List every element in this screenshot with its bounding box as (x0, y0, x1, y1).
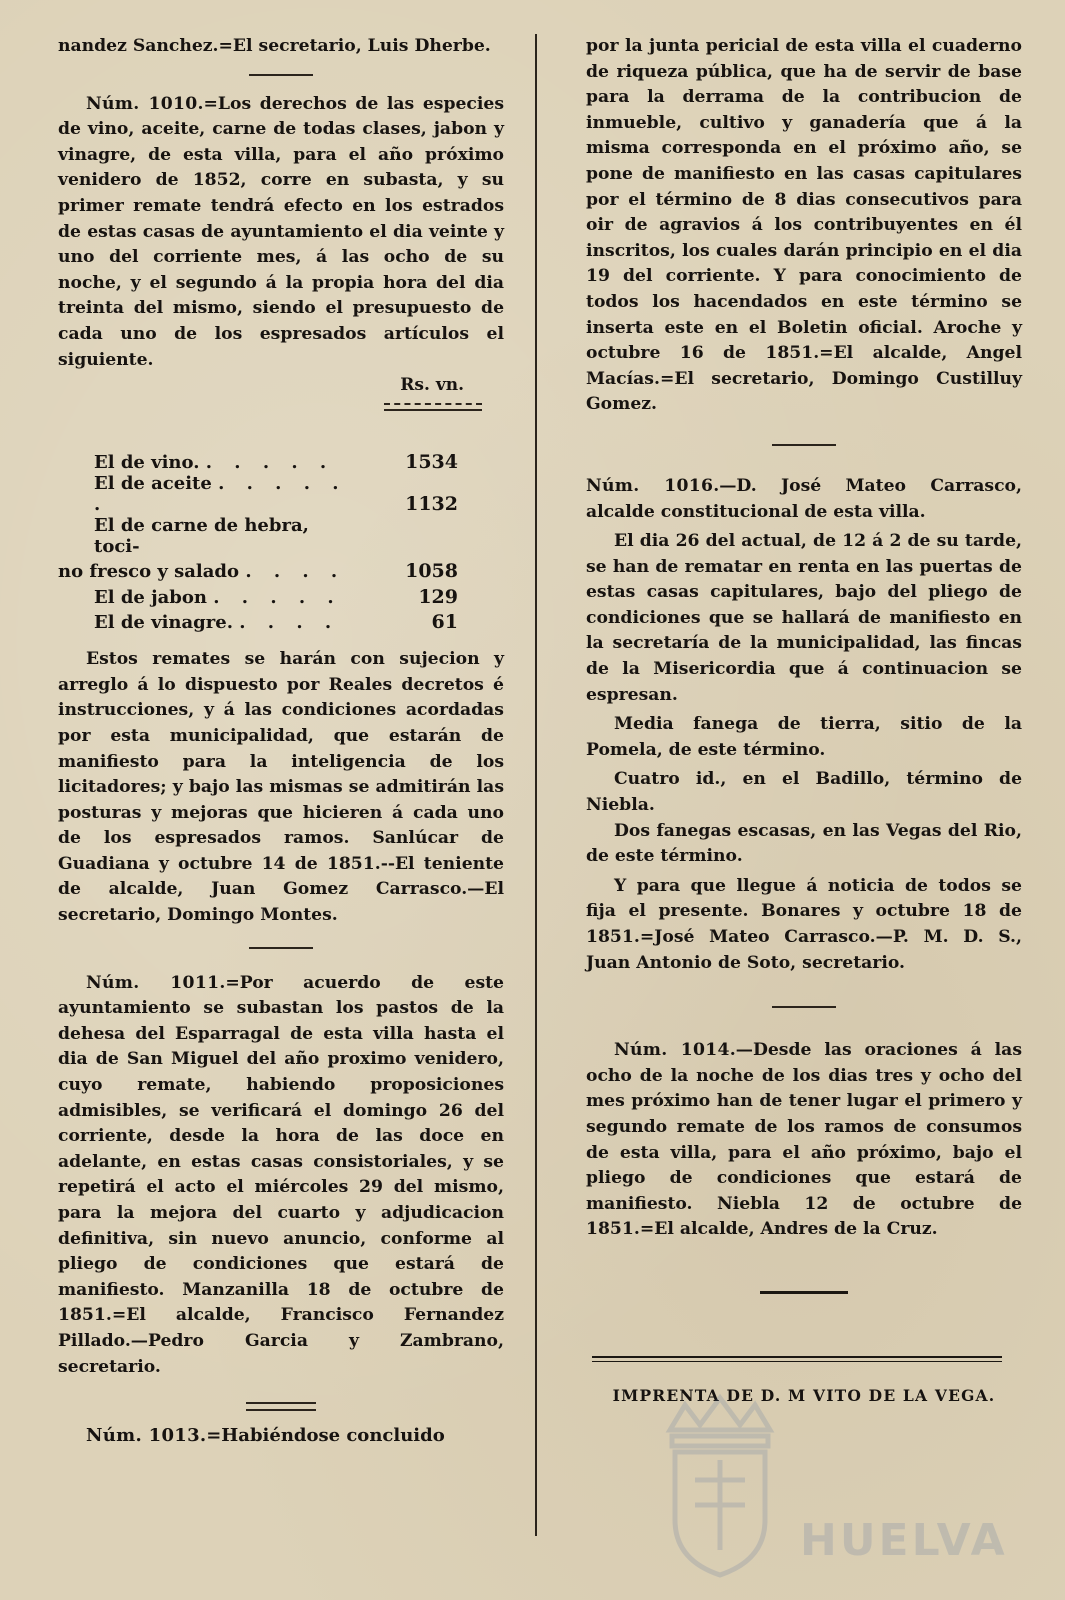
rate-label: El de vinagre. . . . . (94, 612, 340, 634)
notice-1013-continued: por la junta pericial de esta villa el cuaderno de riqueza pública, que ha de servir de base para la derrama de la contribucion de inmueble, cultivo y ganadería que á la misma corresponda en el próximo año, se pone de manifiesto en las casas capitulares por el término de 8 dias consecutivos para oir de agravios á los contribuyentes en él inscritos, los cuales darán principio en el dia 19 del corriente. Y para conocimiento de todos los hacendados en este término se inserta este en el Boletin oficial. Aroche y octubre 16 de 1851.=El alcalde, Angel Macías.=El secretario, Domingo Custilluy Gomez. (586, 36, 1022, 415)
footer-rule (592, 1356, 1002, 1358)
table-row (58, 582, 504, 608)
notice-1016-text: El dia 26 del actual, de 12 á 2 de su tarde, se han de rematar en renta en las puertas de estas casas capitulares, bajo del pliego de condiciones que se hallará de manifiesto en la secretaría de la municipalidad, las fincas de la Misericordia que á continuacion se espresan. (586, 531, 1022, 705)
notice-number: Núm. 1013 (86, 1425, 200, 1447)
crown-shield-icon (650, 1390, 790, 1580)
table-row (58, 608, 504, 634)
printer-imprint: IMPRENTA DE D. M VITO DE LA VEGA. (612, 1385, 996, 1405)
notice-1010-conditions: Estos remates se harán con sujecion y arreglo á lo dispuesto por Reales decretos é instrucciones, y á las condiciones acordadas por esta municipalidad, que estarán de manifiesto para la inteligencia de los licitadores; y bajo las mismas se admitirán las posturas y mejoras que hicieren á cada uno de los espresados ramos. Sanlúcar de Guadiana y octubre 14 de 1851.--El teniente de alcalde, Juan Gomez Carrasco.—El secretario, Domingo Montes. (58, 649, 504, 926)
property-item: Cuatro id., en el Badillo, término de Niebla. (586, 769, 1022, 816)
notice-title: .—D. José Mateo Carrasco, alcalde constitucional de esta villa. (586, 475, 1022, 522)
header-rule (384, 403, 482, 411)
rate-label: El de vino. . . . . . (94, 451, 335, 473)
separator-rule (772, 444, 836, 446)
rate-value: 1534 (405, 450, 458, 473)
separator-rule (249, 74, 313, 76)
archive-watermark (650, 1390, 1008, 1590)
right-column (586, 34, 1022, 1405)
notice-1013 (58, 1423, 504, 1449)
table-row (58, 473, 504, 515)
watermark-text: HUELVA (800, 1515, 1008, 1566)
notice-number: Núm. 1016 (586, 475, 714, 496)
left-column (58, 34, 504, 1449)
notice-number: Núm. 1011 (86, 972, 220, 993)
notice-1016-closing: Y para que llegue á noticia de todos se fija el presente. Bonares y octubre 18 de 1851.=José Mateo Carrasco.—P. M. D. S., Juan Antonio de Soto, secretario. (586, 875, 1022, 973)
continued-signature: nandez Sanchez.=El secretario, Luis Dherbe. (58, 36, 491, 56)
property-item: Dos fanegas escasas, en las Vegas del Rio, de este término. (586, 820, 1022, 867)
table-row (58, 447, 504, 473)
notice-1016-heading (586, 474, 1022, 525)
separator-rule (246, 1402, 316, 1411)
table-row (58, 557, 504, 583)
rate-label: El de aceite . . . . . . (94, 472, 347, 515)
rate-label: no fresco y salado . . . . (58, 561, 346, 583)
notice-1010 (58, 92, 504, 374)
footer-rule-thin (592, 1361, 1002, 1362)
notice-number: Núm. 1010 (86, 93, 198, 114)
rate-label: El de carne de hebra, toci- (94, 514, 309, 557)
rate-value: 1058 (405, 560, 458, 583)
rate-label: El de jabon . . . . . (94, 586, 342, 608)
separator-rule (772, 1006, 836, 1008)
rates-table (58, 447, 504, 633)
separator-rule (249, 947, 313, 949)
notice-text: .=Por acuerdo de este ayuntamiento se subastan los pastos de la dehesa del Esparragal de esta villa hasta el dia de San Miguel del año proximo venidero, cuyo remate, habiendo proposiciones admisibles, se verificará el domingo 26 del corriente, desde la hora de las doce en adelante, en estas casas consistoriales, y se repetirá el acto el miércoles 29 del mismo, para la mejora del cuarto y adjudicacion definitiva, sin nuevo anuncio, conforme al pliego de condiciones que estará de manifiesto. Manzanilla 18 de octubre de 1851.=El alcalde, Francisco Fernandez Pillado.—Pedro Garcia y Zambrano, secretario. (58, 972, 504, 1377)
property-item: Media fanega de tierra, sitio de la Pomela, de este término. (586, 714, 1022, 760)
rate-value: 1132 (405, 492, 458, 515)
notice-text: .=Habiéndose concluido (199, 1425, 445, 1447)
notice-text: .—Desde las oraciones á las ocho de la noche de los dias tres y ocho del mes próximo han de tener lugar el primero y segundo remate de los ramos de consumos de esta villa, para el año próximo, bajo el pliego de condiciones que estará de manifiesto. Niebla 12 de octubre de 1851.=El alcalde, Andres de la Cruz. (586, 1040, 1022, 1240)
column-divider (535, 34, 537, 1536)
rate-value: 129 (418, 585, 458, 608)
table-row (58, 515, 504, 557)
rate-value (358, 515, 504, 557)
currency-header: Rs. vn. (400, 375, 464, 396)
notice-text: .=Los derechos de las especies de vino, aceite, carne de todas clases, jabon y vinagre, de esta villa, para el año próximo venidero de 1852, corre en subasta, y su primer remate tendrá efecto en los estrados de estas casas de ayuntamiento el dia veinte y uno del corriente mes, á las ocho de su noche, y el segundo á la propia hora del dia treinta del mismo, siendo el presupuesto de cada uno de los espresados artículos el siguiente. (58, 93, 504, 370)
end-rule (760, 1291, 848, 1294)
notice-1014 (586, 1038, 1022, 1243)
rate-value: 61 (431, 611, 458, 634)
notice-1011 (58, 971, 504, 1381)
notice-number: Núm. 1014 (614, 1040, 730, 1061)
